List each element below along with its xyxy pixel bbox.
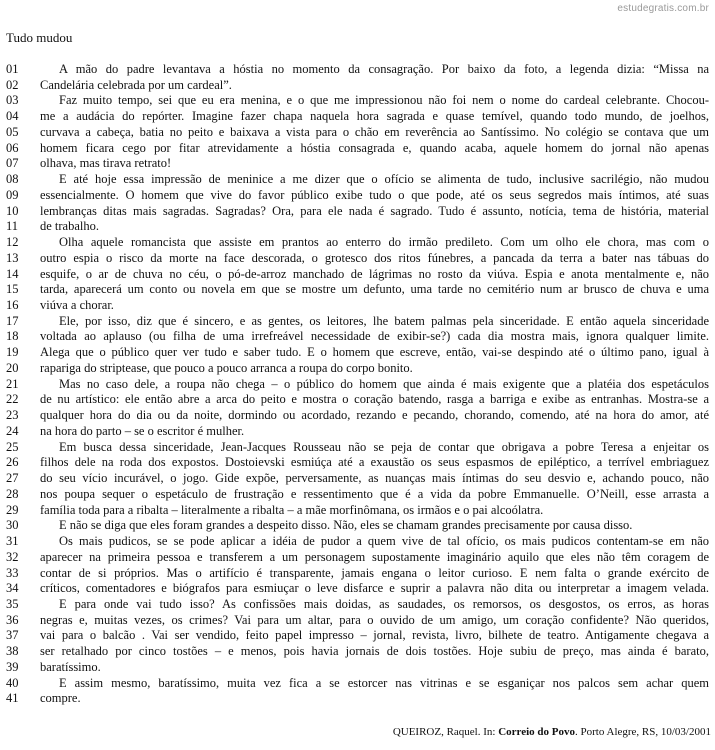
text-line: [6, 298, 709, 314]
line-number: 37: [6, 628, 19, 643]
text-line: [6, 109, 709, 125]
line-text: A mão do padre levantava a hóstia no momento da consagração. Por baixo da foto, a legenda dizia: “Missa na: [59, 62, 709, 76]
line-number: 14: [6, 266, 19, 281]
text-line: [6, 62, 709, 78]
line-text: Em busca dessa sinceridade, Jean-Jacques Rousseau não se peja de contar que obrigava a pobre Teresa a enjeitar os: [59, 439, 709, 454]
text-body: [6, 62, 709, 707]
text-line: [6, 628, 709, 644]
text-line: [6, 487, 709, 503]
line-number: 23: [6, 408, 19, 423]
line-text: de nu artístico: ele então abre a arca do peito e mostra o coração batendo, rasga a barriga e exibe as entranhas. Mostra-se a: [40, 392, 709, 407]
line-text: tarda, aparecerá um conto ou novela em que se mostre um defunto, uma tarde no cemitério num ar brusco de chuva e uma: [40, 282, 709, 297]
text-line: [6, 345, 709, 361]
line-text: olhava, mas tirava retrato!: [40, 156, 172, 171]
line-number: 21: [6, 376, 19, 391]
line-number: 35: [6, 596, 19, 611]
line-number: 18: [6, 329, 19, 344]
line-text: lembranças ditas mais sagradas. Sagradas? Ora, para ele nada é sagrado. Tudo é assunto, notícia, tema de história, material: [40, 203, 709, 218]
line-number: 25: [6, 439, 19, 454]
text-line: [6, 613, 709, 629]
text-line: [6, 188, 709, 204]
line-number: 07: [6, 156, 19, 171]
line-number: 41: [6, 691, 19, 706]
line-number: 27: [6, 471, 19, 486]
text-line: [6, 597, 709, 613]
text-line: [6, 644, 709, 660]
line-text: baratíssimo.: [40, 659, 101, 674]
text-line: [6, 282, 709, 298]
text-line: [6, 204, 709, 220]
text-line: [6, 125, 709, 141]
line-number: 26: [6, 455, 19, 470]
text-line: [6, 267, 709, 283]
line-number: 22: [6, 392, 19, 407]
line-text: esquife, o ar de chuva no céu, o pó-de-arroz manchado de lágrimas no rosto da viúva. Espia e anota mentalmente e, não: [40, 266, 709, 281]
text-line: [6, 455, 709, 471]
line-text: compre.: [40, 691, 81, 706]
line-text: Ele, por isso, diz que é sincero, e as gentes, os leitores, lhe batem palmas pela sinceridade. E então aquela sinceridade: [59, 313, 709, 328]
line-text: aparecer na primeira pessoa e transferem a um personagem supostamente imaginário aquilo que eles não têm coragem de: [40, 549, 709, 564]
line-number: 06: [6, 140, 19, 155]
line-number: 36: [6, 612, 19, 627]
line-text: viúva a chorar.: [40, 298, 114, 313]
text-line: [6, 566, 709, 582]
text-line: [6, 424, 709, 440]
text-line: [6, 581, 709, 597]
text-line: [6, 156, 709, 172]
text-line: [6, 691, 709, 707]
line-text: outro espia o risco da morte na face descorada, o grotesco dos ritos fúnebres, a pancada da terra a bater nas tábuas do: [40, 250, 709, 265]
line-number: 40: [6, 675, 19, 690]
line-text: E não se diga que eles foram grandes a despeito disso. Não, eles se chamam grandes precisamente por causa disso.: [59, 518, 633, 533]
line-number: 24: [6, 423, 19, 438]
line-text: voltada ao aplauso (ou filha de uma irrefreável necessidade de exibir-se?) cada dia mostra mais, ignora qualquer limite.: [40, 329, 709, 344]
line-number: 31: [6, 534, 19, 549]
line-text: nos poupa sequer o espetáculo de frustração e ressentimento que é a vida da pobre Emmanuelle. O’Neill, esse arrasta a: [40, 486, 709, 501]
line-number: 12: [6, 235, 19, 250]
text-line: [6, 534, 709, 550]
text-line: [6, 392, 709, 408]
text-line: [6, 361, 709, 377]
line-text: me a audácia do repórter. Imagine fazer chapa naquela hora sagrada e quase temível, quando todo mundo, de joelhos,: [40, 109, 709, 124]
text-line: [6, 471, 709, 487]
citation-details: . Porto Alegre, RS, 10/03/2001: [575, 726, 711, 738]
line-number: 16: [6, 298, 19, 313]
text-title: Tudo mudou: [6, 30, 73, 45]
line-text: Alega que o público quer ver tudo e saber tudo. E o homem que escreve, então, vai-se despindo até o último pano, igual à: [40, 345, 709, 360]
line-text: negras e, muitas vezes, os crimes? Vai para um altar, para o ouvido de um amigo, um coração confidente? Não queridos,: [40, 612, 709, 627]
line-text: homem ficara cego por fitar atrevidamente a hóstia consagrada e, quando acaba, aquele homem do jornal não apenas: [40, 140, 709, 155]
citation: [393, 726, 711, 738]
line-text: ser retalhado por cinco tostões – e menos, pois havia jornais de dois tostões. Hoje subiu de preço, mas ainda é barato,: [40, 644, 709, 659]
line-number: 03: [6, 93, 19, 108]
line-text: Candelária celebrada por um cardeal”.: [40, 77, 232, 92]
line-text: Mas no caso dele, a roupa não chega – o público do homem que ainda é mais exigente que a platéia dos espetáculos: [59, 376, 709, 391]
line-text: E assim mesmo, baratíssimo, muita vez fica a se estorcer nas vitrinas e se esganiçar nos palcos sem achar quem: [59, 675, 709, 690]
text-line: [6, 329, 709, 345]
line-text: de trabalho.: [40, 219, 100, 234]
text-line: [6, 172, 709, 188]
line-number: 10: [6, 203, 19, 218]
line-text: essencialmente. O homem que vive do favor público exibe tudo o que pode, até os seus segredos mais íntimos, até suas: [40, 187, 709, 202]
text-line: [6, 219, 709, 235]
line-text: críticos, comentadores e biógrafos para esmiuçar o leve disfarce e suprir a palavra não dita ou interpretar a imagem velada.: [40, 581, 709, 596]
text-line: [6, 235, 709, 251]
line-number: 20: [6, 360, 19, 375]
text-line: [6, 408, 709, 424]
line-number: 09: [6, 187, 19, 202]
line-number: 04: [6, 109, 19, 124]
line-text: do seu vício incurável, o jogo. Gide expõe, perversamente, as nuanças mais íntimas do seu desvio e, achando pouco, não: [40, 471, 709, 486]
line-text: curvava a cabeça, batia no peito e baixava a vista para o chão em reverência ao Santíssimo. No colégio se contava que um: [40, 124, 709, 139]
text-line: [6, 377, 709, 393]
text-line: [6, 503, 709, 519]
line-number: 11: [6, 219, 19, 234]
text-line: [6, 93, 709, 109]
line-number: 05: [6, 124, 19, 139]
text-line: [6, 251, 709, 267]
site-watermark: estudegratis.com.br: [617, 3, 709, 14]
text-line: [6, 550, 709, 566]
line-text: qualquer hora do dia ou da noite, dormindo ou acordado, rezando e pecando, chorando, comendo, até na hora do amor, até: [40, 408, 709, 423]
citation-source: Correio do Povo: [498, 726, 576, 738]
text-line: [6, 676, 709, 692]
line-number: 34: [6, 581, 19, 596]
line-text: vai para o balcão . Vai ser vendido, feito papel impresso – jornal, revista, livro, bilhete de teatro. Antigamente chegava a: [40, 628, 709, 643]
citation-author: QUEIROZ, Raquel. In:: [392, 726, 499, 738]
line-text: contar de si próprios. Mas o artifício é transparente, jamais engana o leitor curioso. E nem falta o grande exército de: [40, 565, 709, 580]
line-text: E para onde vai tudo isso? As confissões mais doidas, as saudades, os remorsos, os desgostos, os erros, as horas: [59, 596, 709, 611]
line-text: Os mais pudicos, se se pode aplicar a idéia de pudor a quem vive de tal ofício, os mais pudicos contentam-se em não: [59, 534, 709, 549]
line-text: E até hoje essa impressão de meninice a me dizer que o ofício se alimenta de tudo, inclusive sacrilégio, não mudou: [59, 172, 709, 187]
line-number: 29: [6, 502, 19, 517]
line-text: família toda para a ribalta – literalmente a ribalta – a mãe morfinômana, os irmãos e o pai alcoólatra.: [40, 502, 544, 517]
line-number: 02: [6, 77, 19, 92]
line-number: 13: [6, 250, 19, 265]
text-line: [6, 314, 709, 330]
line-text: Olha aquele romancista que assiste em prantos ao enterro do irmão predileto. Com um olho ele chora, mas com o: [59, 235, 709, 250]
line-number: 38: [6, 644, 19, 659]
line-text: rapariga do striptease, que pouco a pouco arranca a roupa do corpo bonito.: [40, 360, 413, 375]
line-number: 01: [6, 62, 19, 76]
line-number: 15: [6, 282, 19, 297]
text-line: [6, 660, 709, 676]
line-number: 28: [6, 486, 19, 501]
line-number: 17: [6, 313, 19, 328]
text-line: [6, 78, 709, 94]
line-number: 33: [6, 565, 19, 580]
line-text: filhos dele na roda dos expostos. Dostoievski esmiúça até a exaustão os seus espasmos de epiléptico, a terrível embriaguez: [40, 455, 709, 470]
text-line: [6, 141, 709, 157]
line-number: 39: [6, 659, 19, 674]
line-text: Faz muito tempo, sei que eu era menina, e o que me impressionou não foi nem o nome do cardeal celebrante. Chocou-: [59, 93, 709, 108]
line-number: 30: [6, 518, 19, 533]
line-text: na hora do parto – se o escritor é mulher.: [40, 423, 245, 438]
line-number: 19: [6, 345, 19, 360]
line-number: 08: [6, 172, 19, 187]
text-line: [6, 518, 709, 534]
text-line: [6, 440, 709, 456]
line-number: 32: [6, 549, 19, 564]
